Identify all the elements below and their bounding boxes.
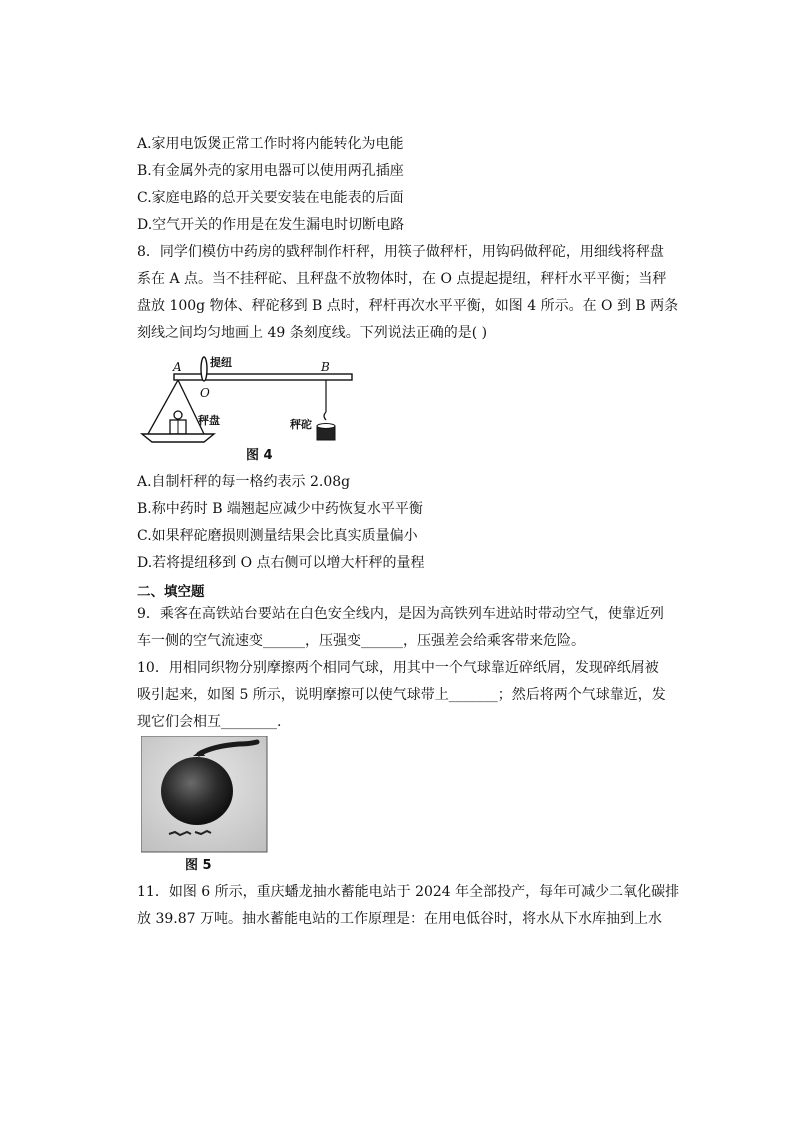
q10-line-3: 现它们会相互________. [137,714,282,730]
q8-option-a: A.自制杆秤的每一格约表示 2.08g [137,474,351,490]
q8-option-b: B.称中药时 B 端翘起应减少中药恢复水平平衡 [137,501,423,517]
q10-line-1: 10．用相同织物分别摩擦两个相同气球，用其中一个气球靠近碎纸屑，发现碎纸屑被 [137,660,659,676]
q8-option-c: C.如果秤砣磨损则测量结果会比真实质量偏小 [137,528,418,544]
figure-4-caption: 图 4 [246,448,273,463]
q10-line-2: 吸引起来，如图 5 所示，说明摩擦可以使气球带上_______；然后将两个气球靠近，发 [137,687,666,703]
section-2-title: 二、填空题 [137,584,205,600]
tiniu-knob [201,357,207,381]
label-chengtuo: 秤砣 [290,418,312,431]
label-a: A [173,360,182,374]
q11-line-1: 11．如图 6 所示，重庆蟠龙抽水蓄能电站于 2024 年全部投产，每年可减少二氧化碳排 [137,884,680,900]
label-chengpan: 秤盘 [198,414,220,427]
q9-line-2: 车一侧的空气流速变______，压强变______，压强差会给乘客带来危险。 [137,633,585,649]
q7-option-b: B.有金属外壳的家用电器可以使用两孔插座 [137,163,404,179]
q8-option-d: D.若将提纽移到 O 点右侧可以增大杆秤的量程 [137,555,425,571]
label-b: B [321,360,330,374]
balloon [161,757,233,825]
q8-stem-line-3: 盘放 100g 物体、秤砣移到 B 点时，秤杆再次水平平衡，如图 4 所示。在 O 到 B 两条 [137,298,679,314]
figure-4-steelyard [140,352,360,464]
scale-pan [142,434,214,442]
q8-stem-line-1: 8．同学们模仿中药房的戥秤制作杆秤，用筷子做秤杆，用钩码做秤砣，用细线将秤盘 [137,244,664,260]
figure-5-caption: 图 5 [185,858,212,873]
label-o: O [200,386,210,400]
q8-stem-line-2: 系在 A 点。当不挂秤砣、且秤盘不放物体时，在 O 点提起提纽，秤杆水平平衡；当秤 [137,271,667,287]
q9-line-1: 9．乘客在高铁站台要站在白色安全线内，是因为高铁列车进站时带动空气，使靠近列 [137,606,664,622]
balloon-photo [141,736,269,854]
q8-stem-line-4: 刻线之间均匀地画上 49 条刻度线。下列说法正确的是( ) [137,325,488,341]
hook-weight-ring [174,411,182,419]
q11-line-2: 放 39.87 万吨。抽水蓄能电站的工作原理是：在用电低谷时，将水从下水库抽到上水 [137,911,662,927]
figure-5-balloon [141,736,269,872]
q7-option-c: C.家庭电路的总开关要安装在电能表的后面 [137,190,404,206]
q7-option-a: A.家用电饭煲正常工作时将内能转化为电能 [137,136,404,152]
q7-option-d: D.空气开关的作用是在发生漏电时切断电路 [137,217,405,233]
label-tiniu: 提纽 [210,356,232,369]
